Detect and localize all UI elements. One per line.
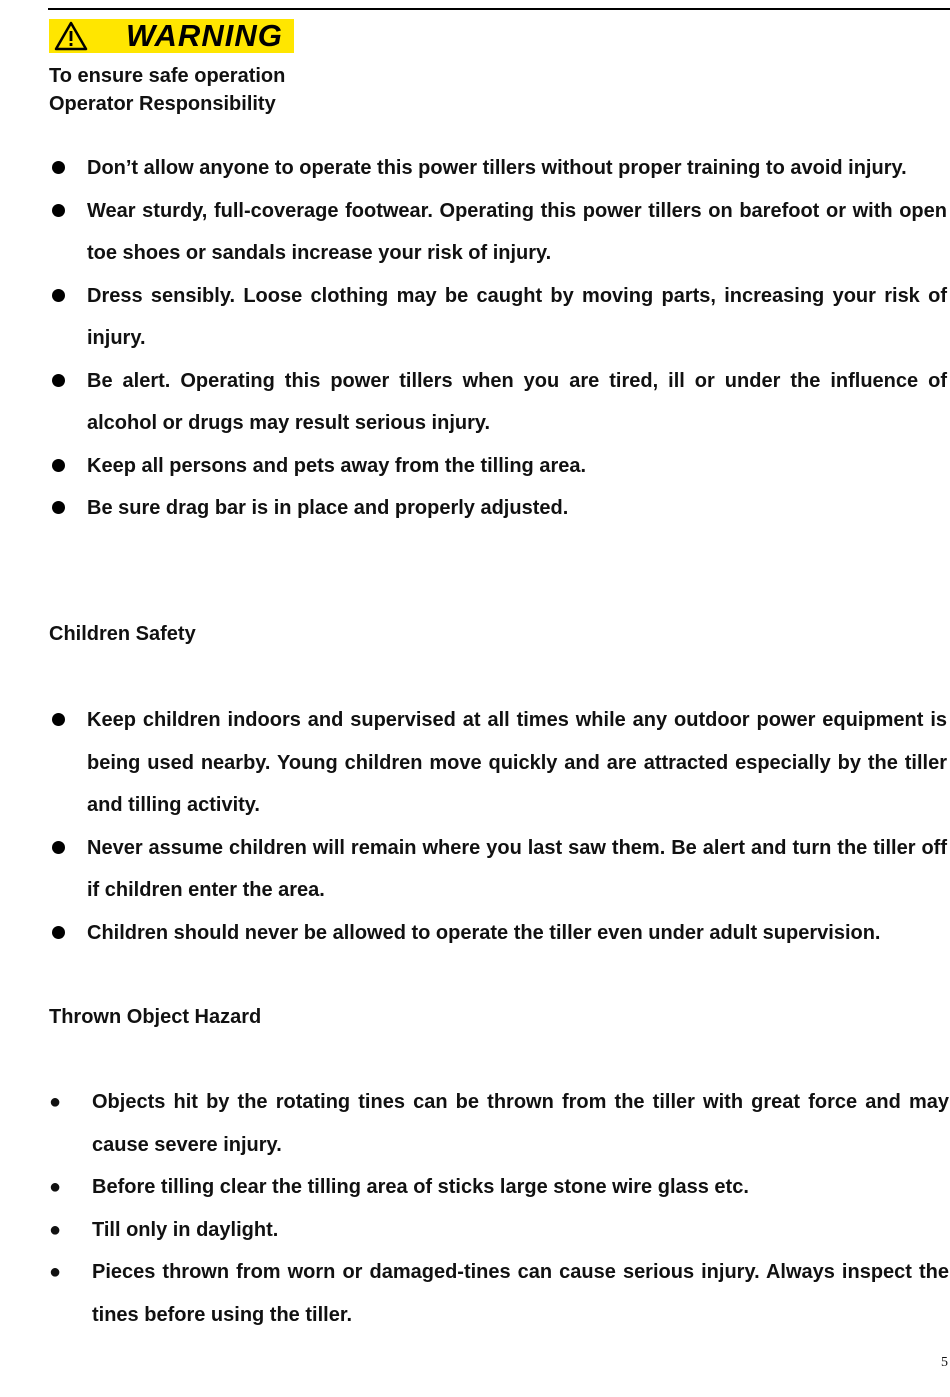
list-item bbox=[49, 827, 947, 912]
list-item bbox=[49, 1166, 949, 1209]
heading-operator-responsibility: Operator Responsibility bbox=[49, 93, 276, 115]
list-item-text: Be sure drag bar is in place and properly adjusted. bbox=[87, 497, 569, 519]
list-item-text: Never assume children will remain where you last saw them. Be alert and turn the tiller off if children enter the area. bbox=[87, 836, 947, 901]
list-item-text: Keep all persons and pets away from the tilling area. bbox=[87, 454, 587, 477]
bullet-icon bbox=[52, 289, 65, 302]
list-item-text: Keep children indoors and supervised at all times while any outdoor power equipment is being used nearby. Young children move quickly and are attracted especially by the tiller and tilling activity. bbox=[87, 709, 947, 816]
bullet-icon bbox=[52, 204, 65, 217]
bullet-icon: ● bbox=[49, 1091, 62, 1113]
warning-triangle-icon bbox=[54, 21, 88, 51]
list-item-text: Be alert. Operating this power tillers when you are tired, ill or under the influence of alcohol or drugs may result serious injury. bbox=[87, 369, 947, 434]
list-item-text: Wear sturdy, full-coverage footwear. Operating this power tillers on barefoot or with open toe shoes or sandals increase your risk of injury. bbox=[87, 199, 947, 264]
bullet-icon bbox=[52, 926, 65, 939]
warning-label: WARNING bbox=[126, 18, 283, 53]
bullet-icon bbox=[52, 374, 65, 387]
top-rule bbox=[48, 8, 950, 10]
list-item bbox=[49, 1251, 949, 1336]
bullet-icon bbox=[52, 161, 65, 174]
list-item-text: Dress sensibly. Loose clothing may be caught by moving parts, increasing your risk of injury. bbox=[87, 284, 947, 349]
list-item-text: Pieces thrown from worn or damaged-tines can cause serious injury. Always inspect the tines before using the tiller. bbox=[92, 1261, 949, 1326]
list-item bbox=[49, 445, 947, 488]
list-item bbox=[49, 912, 947, 955]
bullet-icon: ● bbox=[49, 1176, 62, 1198]
heading-thrown-object-hazard: Thrown Object Hazard bbox=[49, 1006, 262, 1028]
thrown-object-list bbox=[49, 1081, 949, 1336]
list-item-text: Till only in daylight. bbox=[92, 1218, 279, 1241]
list-item bbox=[49, 147, 947, 190]
list-item-text: Children should never be allowed to operate the tiller even under adult supervision. bbox=[87, 921, 881, 944]
bullet-icon bbox=[52, 501, 65, 514]
bullet-icon: ● bbox=[49, 1218, 62, 1241]
list-item-text: Objects hit by the rotating tines can be thrown from the tiller with great force and may cause severe injury. bbox=[92, 1091, 949, 1156]
list-item bbox=[49, 190, 947, 275]
list-item bbox=[49, 699, 947, 827]
list-item bbox=[49, 487, 947, 530]
operator-responsibility-list bbox=[49, 147, 947, 530]
list-item bbox=[49, 275, 947, 360]
list-item-text: Don’t allow anyone to operate this power tillers without proper training to avoid injury. bbox=[87, 157, 907, 179]
bullet-icon bbox=[52, 841, 65, 854]
list-item bbox=[49, 1081, 949, 1166]
bullet-icon bbox=[52, 459, 65, 472]
heading-children-safety: Children Safety bbox=[49, 623, 196, 645]
bullet-icon bbox=[52, 713, 65, 726]
children-safety-list bbox=[49, 699, 947, 954]
bullet-icon: ● bbox=[49, 1261, 62, 1283]
warning-badge bbox=[49, 19, 294, 53]
list-item-text: Before tilling clear the tilling area of sticks large stone wire glass etc. bbox=[92, 1176, 749, 1198]
list-item bbox=[49, 1209, 949, 1252]
page-number: 5 bbox=[941, 1355, 948, 1370]
heading-ensure-safe-operation: To ensure safe operation bbox=[49, 65, 286, 87]
list-item bbox=[49, 360, 947, 445]
